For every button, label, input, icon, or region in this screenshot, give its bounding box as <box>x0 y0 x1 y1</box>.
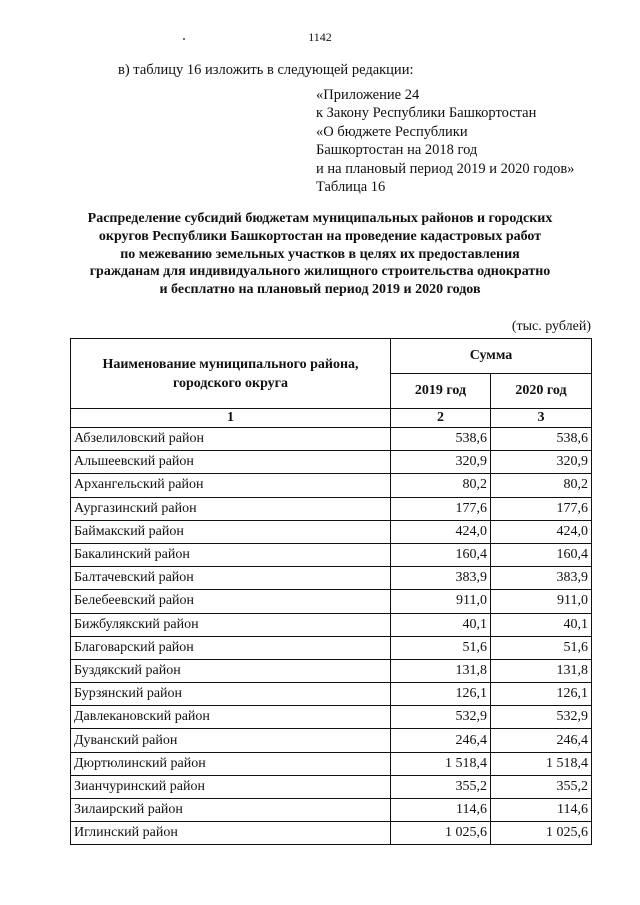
table-row <box>71 543 592 566</box>
district-name-cell: Давлекановский район <box>71 706 391 729</box>
district-name-cell: Бижбулякский район <box>71 613 391 636</box>
district-name-cell: Альшеевский район <box>71 451 391 474</box>
value-2019-cell: 80,2 <box>391 474 491 497</box>
table-row <box>71 590 592 613</box>
value-2020-cell: 911,0 <box>491 590 592 613</box>
value-2020-cell: 355,2 <box>491 775 592 798</box>
column-index-2: 2 <box>391 409 491 428</box>
district-name-cell: Зианчуринский район <box>71 775 391 798</box>
value-2019-cell: 160,4 <box>391 543 491 566</box>
value-2019-cell: 538,6 <box>391 428 491 451</box>
table-row <box>71 567 592 590</box>
value-2020-cell: 320,9 <box>491 451 592 474</box>
value-2019-cell: 131,8 <box>391 659 491 682</box>
district-name-cell: Иглинский район <box>71 822 391 845</box>
appendix-line: и на плановый период 2019 и 2020 годов» <box>316 160 575 177</box>
value-2020-cell: 160,4 <box>491 543 592 566</box>
value-2020-cell: 532,9 <box>491 706 592 729</box>
appendix-heading <box>316 86 574 196</box>
column-index-3: 3 <box>491 409 592 428</box>
header-sum: Сумма <box>391 339 592 374</box>
district-name-cell: Белебеевский район <box>71 590 391 613</box>
title-line: по межеванию земельных участков в целях их предоставления <box>120 246 520 262</box>
document-title <box>60 210 580 299</box>
value-2020-cell: 538,6 <box>491 428 592 451</box>
district-name-cell: Бурзянский район <box>71 683 391 706</box>
table-row <box>71 428 592 451</box>
value-2020-cell: 51,6 <box>491 636 592 659</box>
district-name-cell: Архангельский район <box>71 474 391 497</box>
header-2019: 2019 год <box>391 374 491 409</box>
value-2019-cell: 40,1 <box>391 613 491 636</box>
appendix-line: «О бюджете Республики <box>316 123 468 140</box>
title-line: и бесплатно на плановый период 2019 и 2020 годов <box>159 282 481 298</box>
value-2020-cell: 80,2 <box>491 474 592 497</box>
units-label: (тыс. рублей) <box>511 319 591 334</box>
value-2019-cell: 114,6 <box>391 799 491 822</box>
page-number: 1142 <box>308 30 332 44</box>
title-line: гражданам для индивидуального жилищного строительства однократно <box>89 264 551 280</box>
intro-text: в) таблицу 16 изложить в следующей редакции: <box>118 62 414 78</box>
value-2019-cell: 424,0 <box>391 520 491 543</box>
value-2020-cell: 1 025,6 <box>491 822 592 845</box>
value-2020-cell: 131,8 <box>491 659 592 682</box>
value-2019-cell: 1 518,4 <box>391 752 491 775</box>
district-name-cell: Дуванский район <box>71 729 391 752</box>
value-2020-cell: 383,9 <box>491 567 592 590</box>
header-2020: 2020 год <box>491 374 592 409</box>
appendix-line: Таблица 16 <box>316 179 386 196</box>
subsidy-table <box>70 338 592 845</box>
title-line: Распределение субсидий бюджетам муниципальных районов и городских <box>87 211 553 226</box>
table-row <box>71 474 592 497</box>
value-2020-cell: 246,4 <box>491 729 592 752</box>
district-name-cell: Зилаирский район <box>71 799 391 822</box>
value-2020-cell: 40,1 <box>491 613 592 636</box>
appendix-line: «Приложение 24 <box>316 87 420 103</box>
district-name-cell: Бакалинский район <box>71 543 391 566</box>
district-name-cell: Баймакский район <box>71 520 391 543</box>
district-name-cell: Балтачевский район <box>71 567 391 590</box>
value-2019-cell: 1 025,6 <box>391 822 491 845</box>
value-2019-cell: 532,9 <box>391 706 491 729</box>
table-row <box>71 752 592 775</box>
appendix-line: Башкортостан на 2018 год <box>316 142 478 159</box>
value-2019-cell: 911,0 <box>391 590 491 613</box>
value-2019-cell: 126,1 <box>391 683 491 706</box>
table-row <box>71 659 592 682</box>
district-name-cell: Абзелиловский район <box>71 428 391 451</box>
value-2019-cell: 177,6 <box>391 497 491 520</box>
table-row <box>71 451 592 474</box>
district-name-cell: Буздякский район <box>71 659 391 682</box>
table-row <box>71 775 592 798</box>
value-2020-cell: 177,6 <box>491 497 592 520</box>
value-2020-cell: 424,0 <box>491 520 592 543</box>
table-row <box>71 729 592 752</box>
district-name-cell: Аургазинский район <box>71 497 391 520</box>
scan-speck <box>183 38 185 40</box>
table-row <box>71 636 592 659</box>
value-2019-cell: 383,9 <box>391 567 491 590</box>
value-2019-cell: 51,6 <box>391 636 491 659</box>
district-name-cell: Дюртюлинский район <box>71 752 391 775</box>
column-index-1: 1 <box>71 409 391 428</box>
value-2020-cell: 1 518,4 <box>491 752 592 775</box>
table-row <box>71 822 592 845</box>
appendix-line: к Закону Республики Башкортостан <box>316 105 537 122</box>
table-row <box>71 706 592 729</box>
value-2020-cell: 126,1 <box>491 683 592 706</box>
table-row <box>71 613 592 636</box>
header-name: Наименование муниципального района, городского округа <box>71 339 391 409</box>
table-row <box>71 497 592 520</box>
value-2019-cell: 246,4 <box>391 729 491 752</box>
table-row <box>71 683 592 706</box>
value-2020-cell: 114,6 <box>491 799 592 822</box>
value-2019-cell: 355,2 <box>391 775 491 798</box>
table-row <box>71 799 592 822</box>
district-name-cell: Благоварский район <box>71 636 391 659</box>
value-2019-cell: 320,9 <box>391 451 491 474</box>
table-row <box>71 520 592 543</box>
title-line: округов Республики Башкортостан на проведение кадастровых работ <box>98 228 542 244</box>
